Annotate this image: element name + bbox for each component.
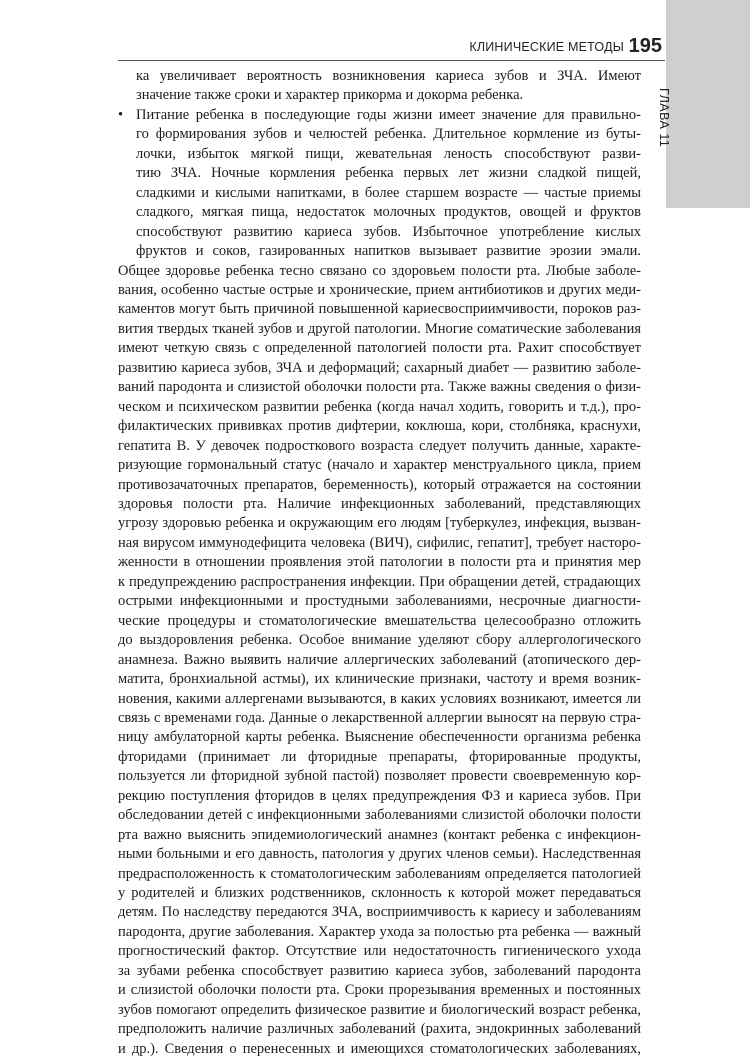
text-line: прогностический фактор. Отсутствие или недостаточность гигиенического ухода — [118, 943, 641, 960]
text-line: Питание ребенка в последующие годы жизни имеет значение для правильно- — [136, 106, 641, 123]
text-line: острыми инфекционными и простудными заболеваниями, несрочные диагности- — [118, 593, 641, 610]
text-line: ваний пародонта и слизистой оболочки полости рта. Также важны сведения о физи- — [118, 379, 641, 396]
text-line: рекцию поступления фторидов в целях предупреждения ФЗ и кариеса зубов. При — [118, 787, 641, 804]
text-line: сладкими и кислыми напитками, в более старшем возрасте — частые приемы — [136, 184, 641, 201]
text-line: каментов могут быть причиной повышенной кариесвосприимчивости, пороков раз- — [118, 301, 641, 318]
text-line: ными больными и его давность, патология у других членов семьи). Наследственная — [118, 846, 641, 863]
text-line: имеют четкую связь с определенной патологией полости рта. Рахит способствует — [118, 340, 641, 357]
text-line: ницу амбулаторной карты ребенка. Выяснение обеспеченности организма ребенка — [118, 729, 641, 746]
text-line: до выздоровления ребенка. Особое внимание уделяют сбору аллергологического — [118, 632, 641, 649]
text-line: анамнеза. Важно выявить наличие аллергических заболеваний (атопического дер- — [118, 651, 641, 668]
header-rule — [118, 60, 665, 61]
text-line: тию ЗЧА. Ночные кормления ребенка первых лет жизни сладкой пищей, — [136, 165, 641, 182]
page-body — [118, 67, 641, 1059]
list-item-nutrition — [118, 106, 641, 262]
text-line: пользуется ли фторидной зубной пастой) позволяет провести своевременную кор- — [118, 768, 641, 785]
text-line: гепатита В. У девочек подросткового возраста следует получить данные, характе- — [118, 437, 641, 454]
text-line: ная вирусом иммунодефицита человека (ВИЧ), сифилис, гепатит], требует насторо- — [118, 534, 641, 551]
bullet-list — [118, 67, 641, 262]
running-title: КЛИНИЧЕСКИЕ МЕТОДЫ — [469, 40, 624, 54]
text-line: вития твердых тканей зубов и другой патологии. Многие соматические заболевания — [118, 320, 641, 337]
text-line: ческие процедуры и стоматологические вмешательства целесообразно отложить — [118, 612, 641, 629]
text-line: детям. По наследству передаются ЗЧА, восприимчивость к кариесу и заболеваниям — [118, 904, 641, 921]
text-line: ческом и психическом развитии ребенка (когда начал ходить, говорить и т.д.), про- — [118, 398, 641, 415]
text-line: способствуют развитию кариеса зубов. Избыточное употребление кислых — [136, 223, 641, 240]
bullet-marker: • — [118, 106, 124, 123]
chapter-label: ГЛАВА 11 — [657, 88, 671, 148]
text-line: здоровья полости рта. Наличие инфекционных заболеваний, представляющих — [118, 495, 641, 512]
text-line: вания, особенно частые острые и хронические, прием антибиотиков и других меди- — [118, 281, 641, 298]
text-line: лочки, избыток мягкой пищи, жевательная леность способствуют разви- — [136, 145, 641, 162]
text-line: женности в отношении проявления этой патологии в полости рта и принятия мер — [118, 554, 641, 571]
chapter-tab — [666, 0, 750, 208]
text-line: развитию кариеса зубов, ЗЧА и деформаций; сахарный диабет — развитию заболе- — [118, 359, 641, 376]
text-line: го формирования зубов и челюстей ребенка. Длительное кормление из буты- — [136, 126, 641, 143]
list-item-continued — [118, 67, 641, 106]
body-paragraph — [118, 262, 641, 1059]
page-number: 195 — [628, 35, 662, 57]
text-line: к предупреждению распространения инфекции. При обращении детей, страдающих — [118, 573, 641, 590]
text-line: матита, бронхиальной астмы), их клинические признаки, частоту и время возник- — [118, 671, 641, 688]
text-line: предположить наличие различных заболеваний (рахита, эндокринных заболеваний — [118, 1021, 641, 1038]
text-line: филактических прививках против дифтерии, коклюша, кори, столбняка, краснухи, — [118, 418, 641, 435]
text-line: предрасположенность к стоматологическим заболеваниям определяется патологией — [118, 865, 641, 882]
text-line: рта важно выяснить эпидемиологический анамнез (контакт ребенка с инфекцион- — [118, 826, 641, 843]
text-line: Общее здоровье ребенка тесно связано со здоровьем полости рта. Любые заболе- — [118, 262, 641, 279]
text-line: пародонта, другие заболевания. Характер ухода за полостью рта ребенка — важный — [118, 923, 641, 940]
text-line: сладкого, мягкая пища, недостаток молочных продуктов, овощей и фруктов — [136, 204, 641, 221]
text-line: ка увеличивает вероятность возникновения кариеса зубов и ЗЧА. Имеют — [136, 68, 641, 84]
text-line: ризующие гормональный статус (начало и характер менструального цикла, прием — [118, 457, 641, 474]
text-line: значение также сроки и характер прикорма и докорма ребенка. — [136, 87, 524, 104]
text-line: у родителей и близких родственников, склонность к которой может передаваться — [118, 885, 641, 902]
text-line: фторидами (принимает ли фторидные препараты, фторированные продукты, — [118, 748, 641, 765]
text-line: и слизистой оболочки полости рта. Сроки прорезывания временных и постоянных — [118, 982, 641, 999]
text-line: фруктов и соков, газированных напитков вызывает развитие эрозии эмали. — [136, 243, 641, 260]
text-line: новения, какими аллергенами вызываются, в каких условиях возникают, имеется ли — [118, 690, 641, 707]
text-line: связь с временами года. Данные о лекарственной аллергии выносят на первую стра- — [118, 709, 641, 726]
text-line: противозачаточных препаратов, беременность), который отражается на состоянии — [118, 476, 641, 493]
text-line: угрозу здоровью ребенка и окружающим его людям [туберкулез, инфекция, вызван- — [118, 515, 641, 532]
text-line: за зубами ребенка способствует развитию кариеса зубов, заболеваний пародонта — [118, 962, 641, 979]
text-line: и др.). Сведения о перенесенных и имеющихся стоматологических заболеваниях, — [118, 1040, 641, 1057]
text-line: зубов помогают определить физическое развитие и биологический возраст ребенка, — [118, 1001, 641, 1018]
text-line: обследовании детей с инфекционными заболеваниями слизистой оболочки полости — [118, 807, 641, 824]
